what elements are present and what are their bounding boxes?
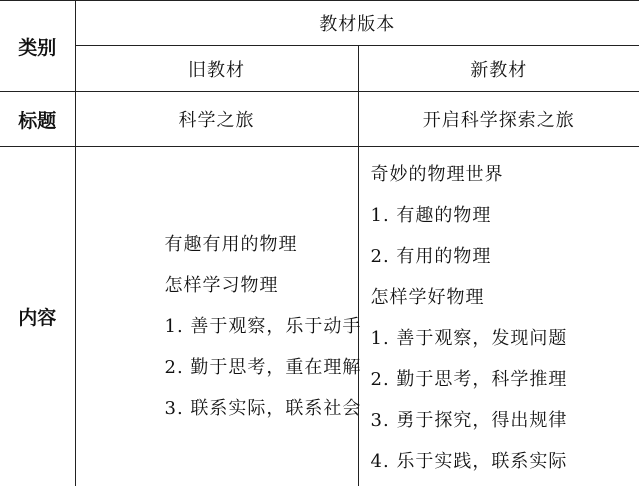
edition-subheader-row (0, 46, 639, 92)
old-content-line: 2. 勤于思考，重在理解 (164, 357, 362, 378)
new-title: 开启科学探索之旅 (358, 92, 639, 147)
new-content-cell (358, 147, 639, 486)
new-content-line: 4. 乐于实践，联系实际 (370, 451, 568, 472)
content-row-label: 内容 (0, 147, 75, 486)
old-title: 科学之旅 (75, 92, 358, 147)
new-content-line: 2. 有用的物理 (370, 246, 492, 267)
edition-header: 教材版本 (75, 1, 639, 46)
new-content-line: 奇妙的物理世界 (370, 164, 504, 185)
old-content-list (76, 147, 362, 429)
old-content-line: 有趣有用的物理 (164, 234, 298, 255)
old-edition-header: 旧教材 (75, 46, 358, 92)
old-content-line: 1. 善于观察，乐于动手 (164, 316, 362, 337)
new-content-line: 1. 有趣的物理 (370, 205, 492, 226)
title-row (0, 92, 639, 147)
old-content-line: 怎样学习物理 (164, 275, 279, 296)
content-row (0, 147, 639, 486)
title-row-label: 标题 (0, 92, 75, 147)
new-edition-header: 新教材 (358, 46, 639, 92)
category-header: 类别 (0, 1, 75, 92)
new-content-line: 2. 勤于思考，科学推理 (370, 369, 568, 390)
header-row (0, 1, 639, 46)
new-content-line: 3. 勇于探究，得出规律 (370, 410, 568, 431)
new-content-list (359, 147, 639, 482)
old-content-line: 3. 联系实际，联系社会 (164, 398, 362, 419)
old-content-cell (75, 147, 362, 486)
new-content-line: 怎样学好物理 (370, 287, 485, 308)
new-content-line: 1. 善于观察，发现问题 (370, 328, 568, 349)
